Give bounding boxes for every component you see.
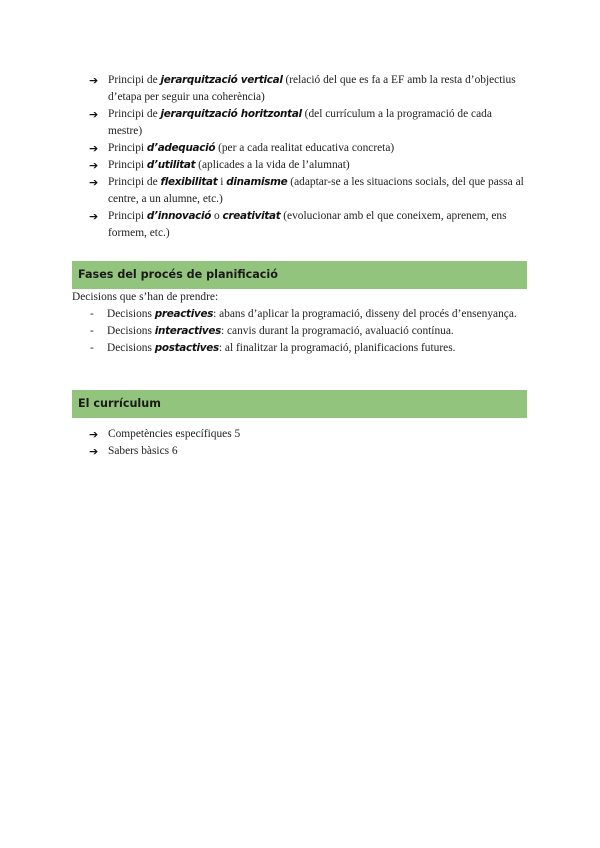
item-prefix: Decisions — [107, 308, 155, 320]
list-item — [88, 174, 528, 208]
item-description: (del currículum a la programació de cada mestre) — [108, 108, 492, 137]
principles-list — [88, 72, 528, 242]
arrow-icon: ➔ — [89, 210, 99, 223]
item-text: Competències específiques 5 — [108, 428, 241, 440]
list-item — [88, 323, 528, 340]
section-title: El currículum — [78, 397, 161, 410]
keyword: creativitat — [222, 210, 281, 222]
list-item — [88, 443, 528, 460]
dash-bullet: - — [90, 325, 94, 337]
item-conjunction: i — [217, 176, 227, 188]
arrow-icon: ➔ — [89, 428, 99, 441]
section-heading-fases — [72, 261, 527, 289]
arrow-icon: ➔ — [89, 74, 99, 87]
item-description: (relació del que es fa a EF amb la resta d’objectius d’etapa per seguir una coherència) — [108, 74, 516, 103]
arrow-icon: ➔ — [89, 445, 99, 458]
list-item — [88, 208, 528, 242]
item-prefix: Principi de — [108, 176, 161, 188]
item-prefix: Principi — [108, 142, 147, 154]
keyword: jerarquització horitzontal — [160, 108, 302, 120]
arrow-icon: ➔ — [89, 159, 99, 172]
keyword: dinamisme — [226, 176, 288, 188]
item-description: (adaptar-se a les situacions socials, del que passa al centre, a un alumne, etc.) — [108, 176, 524, 205]
list-item — [88, 106, 528, 140]
item-prefix: Principi de — [108, 74, 161, 86]
item-prefix: Principi — [108, 210, 147, 222]
arrow-icon: ➔ — [89, 142, 99, 155]
arrow-icon: ➔ — [89, 176, 99, 189]
item-text: Sabers bàsics 6 — [108, 445, 178, 457]
section-heading-curriculum — [72, 390, 527, 418]
item-description: (evolucionar amb el que coneixem, aprenem, ens formem, etc.) — [108, 210, 507, 239]
item-description: : canvis durant la programació, avaluació contínua. — [220, 325, 454, 337]
keyword: flexibilitat — [160, 176, 218, 188]
dash-bullet: - — [90, 308, 94, 320]
list-item — [88, 157, 528, 174]
keyword: interactives — [154, 325, 221, 337]
item-prefix: Principi — [108, 159, 147, 171]
list-item — [88, 426, 528, 443]
section-title: Fases del procés de planificació — [78, 268, 278, 281]
item-conjunction: o — [211, 210, 223, 222]
keyword: d’utilitat — [146, 159, 196, 171]
fases-intro: Decisions que s’han de prendre: — [72, 291, 219, 303]
dash-bullet: - — [90, 342, 94, 354]
item-description: (aplicades a la vida de l’alumnat) — [195, 159, 350, 171]
item-description: (per a cada realitat educativa concreta) — [215, 142, 395, 154]
curriculum-list — [88, 426, 528, 460]
list-item — [88, 140, 528, 157]
arrow-icon: ➔ — [89, 108, 99, 121]
keyword: preactives — [154, 308, 214, 320]
list-item — [88, 72, 528, 106]
item-description: : al finalitzar la programació, planificacions futures. — [218, 342, 456, 354]
item-description: : abans d’aplicar la programació, disseny del procés d’ensenyança. — [213, 308, 517, 320]
item-prefix: Decisions — [107, 342, 155, 354]
item-prefix: Principi de — [108, 108, 161, 120]
item-prefix: Decisions — [107, 325, 155, 337]
keyword: jerarquització vertical — [160, 74, 283, 86]
list-item — [88, 306, 528, 323]
keyword: d’adequació — [146, 142, 216, 154]
decisions-list — [88, 306, 528, 357]
list-item — [88, 340, 528, 357]
keyword: d’innovació — [146, 210, 212, 222]
keyword: postactives — [154, 342, 219, 354]
